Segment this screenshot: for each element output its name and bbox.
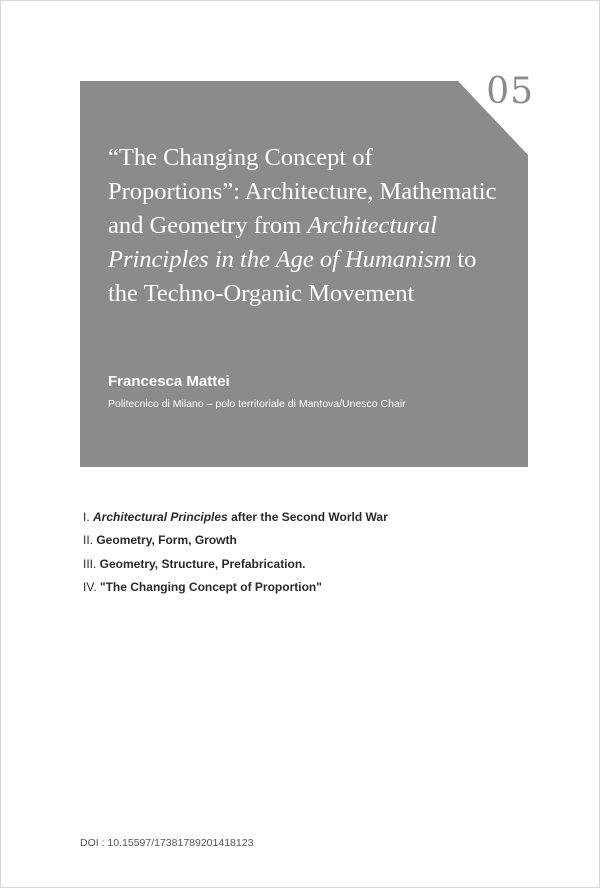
toc-numeral: III.: [83, 556, 97, 571]
chapter-title-run: “The Changing Concept of: [108, 144, 373, 171]
author-name: Francesca Mattei: [108, 373, 230, 390]
table-of-contents: [83, 509, 388, 602]
chapter-title-run: to: [451, 246, 477, 273]
chapter-title-line: [108, 209, 508, 243]
chapter-title-line: [108, 141, 508, 175]
chapter-title-run: Principles in the Age of Humanism: [108, 246, 452, 273]
toc-item[interactable]: [83, 532, 388, 548]
chapter-title-block: [80, 71, 534, 467]
doi-reference: DOI : 10.15597/17381789201418123: [80, 837, 254, 849]
chapter-title-run: and Geometry from: [108, 212, 308, 239]
toc-item-text: Geometry, Structure, Prefabrication.: [96, 556, 306, 571]
toc-numeral: II.: [83, 533, 94, 548]
chapter-title-run: Architectural: [307, 212, 438, 239]
toc-item-text: Geometry, Form, Growth: [93, 533, 237, 548]
chapter-number: 05: [486, 71, 534, 112]
chapter-title-run: Proportions”: Architecture, Mathematic: [108, 178, 497, 205]
toc-item[interactable]: [83, 556, 388, 572]
toc-item[interactable]: [83, 579, 388, 595]
toc-numeral: IV.: [83, 579, 97, 594]
chapter-title-line: [108, 175, 508, 209]
author-affiliation: Politecnico di Milano – polo territoriale di Mantova/Unesco Chair: [108, 398, 406, 410]
chapter-title-line: [108, 277, 508, 311]
toc-item[interactable]: [83, 509, 388, 525]
chapter-title: [108, 141, 508, 311]
toc-item-text: "The Changing Concept of Proportion": [96, 579, 322, 594]
chapter-title-run: the Techno-Organic Movement: [108, 280, 415, 307]
toc-item-text: after the Second World War: [227, 510, 388, 524]
chapter-title-line: [108, 243, 508, 277]
toc-item-text: Architectural Principles: [93, 510, 228, 524]
toc-numeral: I.: [83, 510, 90, 524]
